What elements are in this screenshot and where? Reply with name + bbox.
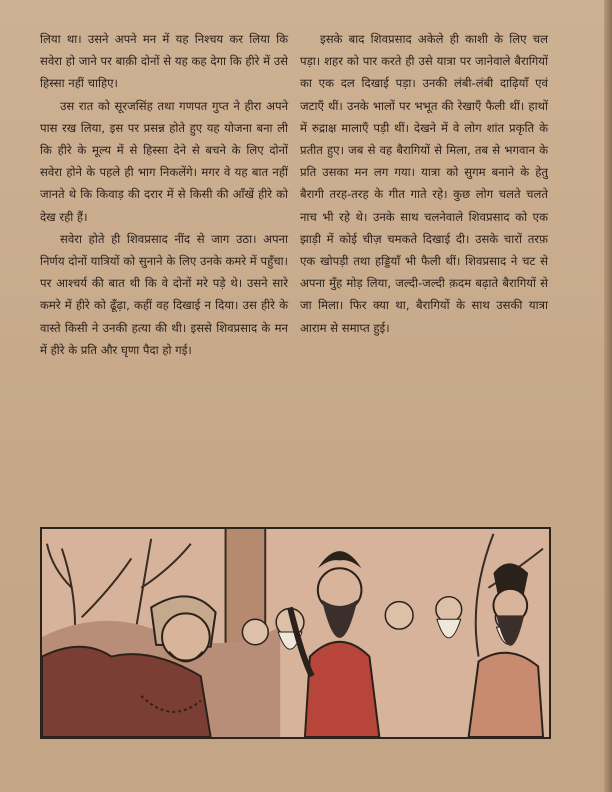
paragraph-3: सवेरा होते ही शिवप्रसाद नींद से जाग उठा। अपना निर्णय दोनों यात्रियों को सुनाने के लिए उनके कमरे में पहुँचा। पर आश्चर्य की बात थी कि वे दोनों मरे पड़े थे। उसने सारे कमरे में हीरे को ढूँढ़ा, कहीं वह दिखाई न दिया। उस हीरे के वास्ते किसी ने उनकी हत्या की थी। इससे शिवप्रसाद के मन में हीरे के प्रति और घृणा पैदा हो गई। [40, 231, 288, 357]
page-edge [604, 0, 612, 792]
text-column-left [40, 28, 288, 361]
text-column-right [300, 28, 548, 339]
illustration-panel [40, 527, 551, 739]
paragraph-4: इसके बाद शिवप्रसाद अकेले ही काशी के लिए चल पड़ा। शहर को पार करते ही उसे यात्रा पर जानेवाले बैरागियों का एक दल दिखाई पड़ा। उनकी लंबी-लंबी दाढ़ियाँ एवं जटाएँ थीं। उनके भालों पर भभूत की रेखाएँ फैली थीं। हाथों में रुद्राक्ष मालाएँ पड़ी थीं। देखने में वे लोग शांत प्रकृति के प्रतीत हुए। जब से वह बैरागियों से मिला, तब से भगवान के प्रति उसका मन लग गया। यात्रा को सुगम बनाने के हेतु बैरागी तरह-तरह के गीत गाते रहे। कुछ लोग चलते चलते नाच भी रहे थे। उनके साथ चलनेवाले शिवप्रसाद को एक झाड़ी में कोई चीज़ चमकते दिखाई दी। उसके चारों तरफ़ एक खोपड़ी तथा हड्डियाँ भी फैली थीं। शिवप्रसाद ने चट से अपना मुँह मोड़ लिया, जल्दी-जल्दी क़दम बढ़ाते बैरागियों से जा मिला। फिर क्या था, बैरागियों के साथ उसकी यात्रा आराम से समाप्त हुई। [300, 32, 548, 335]
bairagi-procession-illustration [42, 529, 549, 737]
paragraph-1: लिया था। उसने अपने मन में यह निश्चय कर लिया कि सवेरा हो जाने पर बाक़ी दोनों से यह कह देगा कि हीरे में उसे हिस्सा नहीं चाहिए। [40, 32, 288, 91]
paragraph-2: उस रात को सूरजसिंह तथा गणपत गुप्त ने हीरा अपने पास रख लिया, इस पर प्रसन्न होते हुए यह योजना बना ली कि हीरे के मूल्य में से हिस्सा देने से बचने के लिए दोनों सवेरा होने के पहले ही भाग निकलेंगे। मगर वे यह बात नहीं जानते थे कि किवाड़ की दरार में से किसी की आँखें हीरे को देख रही हैं। [40, 98, 288, 224]
